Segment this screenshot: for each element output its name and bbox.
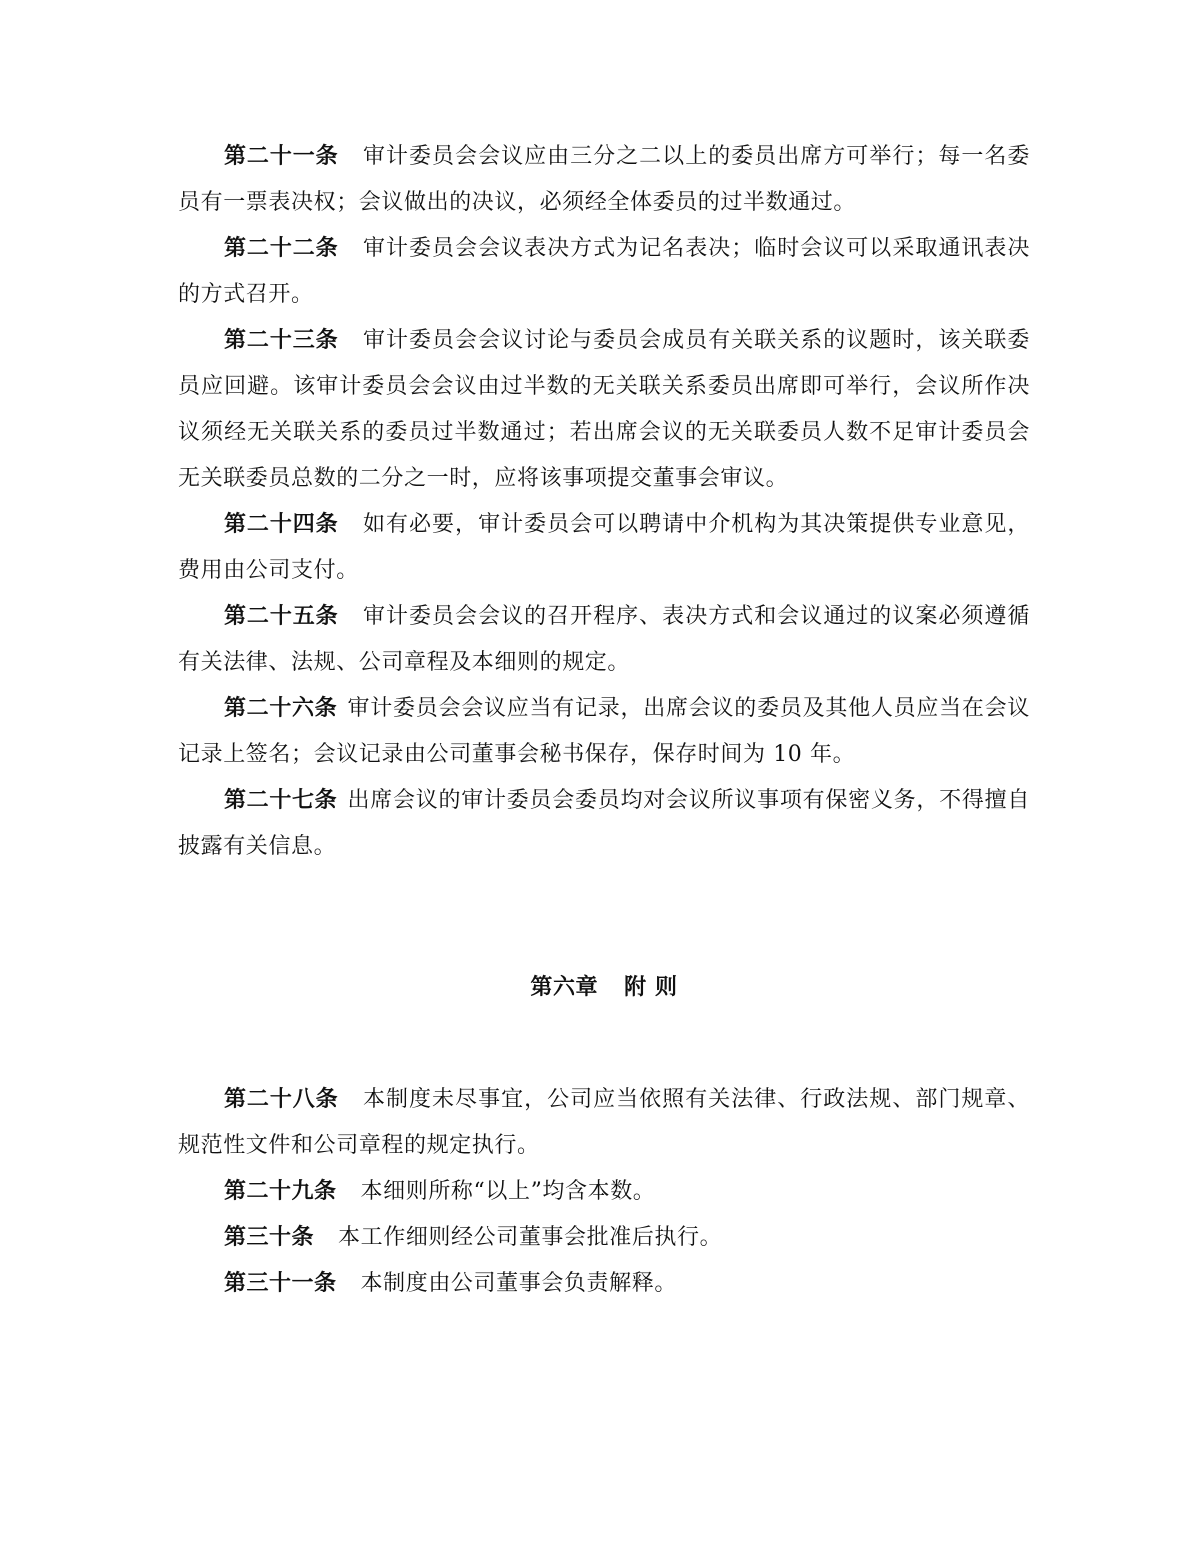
article-26: [178, 686, 1030, 778]
article-number: 第二十一条: [224, 144, 339, 169]
article-23: [178, 318, 1030, 502]
article-text: 审计委员会会议表决方式为记名表决；临时会议可以采取通讯表决的方式召开。: [178, 236, 1030, 307]
article-25: [178, 594, 1030, 686]
article-number: 第二十八条: [224, 1087, 339, 1112]
article-text: 本制度未尽事宜，公司应当依照有关法律、行政法规、部门规章、规范性文件和公司章程的规定执行。: [178, 1087, 1030, 1158]
article-text: 本工作细则经公司董事会批准后执行。: [338, 1225, 723, 1250]
article-22: [178, 226, 1030, 318]
article-text: 审计委员会会议的召开程序、表决方式和会议通过的议案必须遵循有关法律、法规、公司章程及本细则的规定。: [178, 604, 1030, 675]
article-27: [178, 778, 1030, 870]
article-text: 本细则所称“以上”均含本数。: [360, 1179, 656, 1204]
article-28: [178, 1077, 1030, 1169]
document-page: [178, 134, 1030, 1307]
article-24: [178, 502, 1030, 594]
article-number: 第二十六条: [224, 696, 338, 721]
article-30: [178, 1215, 1030, 1261]
article-number: 第二十四条: [224, 512, 339, 537]
article-number: 第二十七条: [224, 788, 338, 813]
article-number: 第二十三条: [224, 328, 339, 353]
article-31: [178, 1261, 1030, 1307]
article-text: 出席会议的审计委员会委员均对会议所议事项有保密义务，不得擅自披露有关信息。: [178, 788, 1030, 859]
chapter-number: 第六章: [530, 975, 599, 1000]
article-number: 第三十条: [224, 1225, 315, 1250]
article-text: 审计委员会会议讨论与委员会成员有关联关系的议题时，该关联委员应回避。该审计委员会会议由过半数的无关联关系委员出席即可举行，会议所作决议须经无关联关系的委员过半数通过；若出席会议的无关联委员人数不足审计委员会无关联委员总数的二分之一时，应将该事项提交董事会审议。: [178, 328, 1030, 491]
article-text: 审计委员会会议应由三分之二以上的委员出席方可举行；每一名委员有一票表决权；会议做出的决议，必须经全体委员的过半数通过。: [178, 144, 1030, 215]
article-29: [178, 1169, 1030, 1215]
article-number: 第二十五条: [224, 604, 339, 629]
article-number: 第三十一条: [224, 1271, 337, 1296]
article-number: 第二十九条: [224, 1179, 337, 1204]
article-21: [178, 134, 1030, 226]
article-text: 本制度由公司董事会负责解释。: [360, 1271, 677, 1296]
article-text: 审计委员会会议应当有记录，出席会议的委员及其他人员应当在会议记录上签名；会议记录由公司董事会秘书保存，保存时间为 10 年。: [178, 696, 1030, 767]
article-number: 第二十二条: [224, 236, 339, 261]
article-text: 如有必要，审计委员会可以聘请中介机构为其决策提供专业意见，费用由公司支付。: [178, 512, 1030, 583]
chapter-title: [178, 965, 1030, 1011]
chapter-name: 附 则: [624, 975, 678, 1000]
